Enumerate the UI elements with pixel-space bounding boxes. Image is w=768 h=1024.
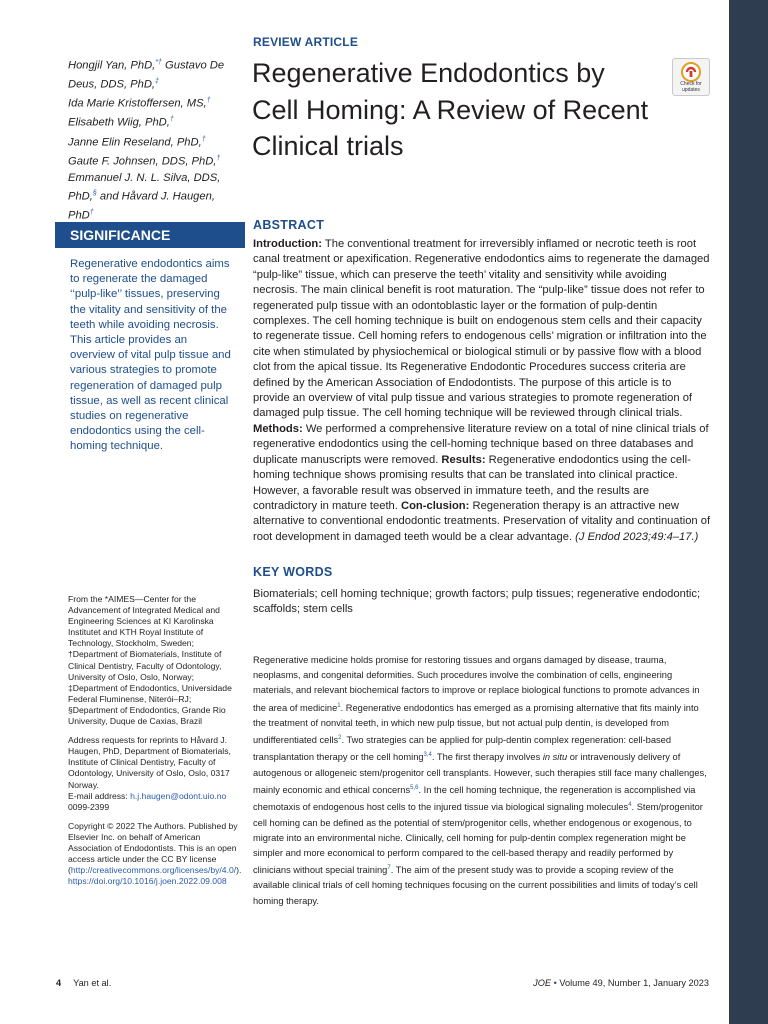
author-name: Gaute F. Johnsen, DDS, PhD, <box>68 155 217 168</box>
article-type-label: REVIEW ARTICLE <box>253 35 359 49</box>
abstract-text <box>253 237 711 545</box>
citation: (J Endod 2023;49:4–17.) <box>575 530 699 543</box>
email-link[interactable]: h.j.haugen@odont.uio.no <box>130 790 227 801</box>
body-paragraph <box>253 653 711 909</box>
keywords-heading: KEY WORDS <box>253 565 333 579</box>
methods-label: Methods: <box>253 422 303 435</box>
intro-text: The conventional treatment for irreversibly inflamed or necrotic teeth is root canal treatment or apexification. Regenerative endodontics aims to regenerate the damaged “pulp-like” tissue, which can preserve the teeth’ vitality and sensitivity while avoiding necrosis. The main clinical benefit is root maturation. The “pulp-like” tissue does not refer to regenerated pulp tissue with an odontoblastic layer or the formation of pulp-dentin complexes. The cell homing technique is built on endogenous stem cells and their capacity to regenerate tissue. Cell homing refers to endogenous cells’ migration or infiltration into the cite when stimulated by physiochemical or biological stimuli or by passive flow with a blood clot from the apical tissue. Its Regenerative Endodontic Procedures success criteria are defined by the American Association of Endodontists. The purpose of this article is to provide an overview of vital pulp tissue and various strategies to promote regeneration of damaged pulp tissue. The cell homing technique will be reviewed through clinical trials. <box>253 238 710 420</box>
body-text-segment: . The aim of the present study was to provide a scoping review of the available clinical trials of cell homing techniques focusing on the current possibilities and limits of today’s cell homing therapy. <box>253 865 698 906</box>
reference-link[interactable]: 5,6 <box>410 784 419 791</box>
results-label: Results: <box>441 453 486 466</box>
running-author: Yan et al. <box>73 978 112 988</box>
author-name: and Håvard J. Haugen, PhD <box>68 190 215 223</box>
significance-heading: SIGNIFICANCE <box>55 222 245 248</box>
body-text-segment: . In the cell homing technique, the regeneration is accomplished via chemotaxis of endogenous host cells to the injured tissue via biological signaling molecules <box>253 785 696 813</box>
check-for-updates-badge[interactable] <box>672 58 710 96</box>
affiliation-marker: ‡ <box>155 78 159 86</box>
email-label: E-mail address: <box>68 790 131 801</box>
body-italic: in situ <box>542 752 568 763</box>
footer-left <box>56 978 111 988</box>
author-list <box>68 55 238 225</box>
keywords-text: Biomaterials; cell homing technique; growth factors; pulp tissues; regenerative endodontic; scaffolds; stem cells <box>253 588 701 616</box>
author-name: Janne Elin Reseland, PhD, <box>68 136 202 149</box>
reference-link[interactable]: 3,4 <box>423 752 432 759</box>
significance-text: Regenerative endodontics aims to regenerate the damaged ‘‘pulp-like’’ tissues, preserving the vitality and sensitivity of the teeth while avoiding necrosis. This article provides an overview of vital pulp tissue and various strategies to promote regeneration of damaged pulp tissue, as well as recent clinical studies on regenerative endodontics using the cell-homing technique. <box>70 258 231 453</box>
body-text-segment: . Regenerative endodontics has emerged as a promising alternative that fits mainly into the treatment of nonvital teeth, in which new pulp tissue, but not actual pulp dentin, is developed from undifferentiated cells <box>253 702 699 746</box>
reference-link[interactable]: 1 <box>337 702 341 709</box>
affiliation-marker: † <box>89 209 94 217</box>
abstract-heading: ABSTRACT <box>253 218 325 232</box>
conclusion-label: Con-clusion: <box>401 499 470 512</box>
body-text-segment: or intravenously delivery of autogenous or allogeneic stem/progenitor cell transplants. However, such therapies still face many challenges, mainly economic and ethical concerns <box>253 752 707 795</box>
reference-link[interactable]: 2 <box>338 735 342 742</box>
footer-bullet: • <box>553 978 557 988</box>
author-name: Ida Marie Kristoffersen, MS, <box>68 98 207 111</box>
reference-link[interactable]: 7 <box>387 865 391 872</box>
check-for-updates-icon <box>681 62 701 82</box>
reference-link[interactable]: 4 <box>628 802 632 809</box>
page-number: 4 <box>56 978 62 988</box>
body-text-segment: Regenerative medicine holds promise for restoring tissues and organs damaged by disease, trauma, neoplasms, and congenital deformities. Such procedures involve the combination of cells, engineering materials, and relevant biochemical factors to improve or replace biological functions to promote advances in the area of medicine <box>253 655 700 713</box>
copyright-end: ). <box>236 865 242 876</box>
results-text: Regenerative endodontics using the cell-homing technique shows promising results that can be translated into clinical practice. However, a favorable result was observed in immature teeth, and the results are contradictory in mature teeth. <box>253 453 691 512</box>
author-name: Emmanuel J. N. L. Silva, DDS, PhD, <box>68 171 221 203</box>
affiliation-marker: *† <box>155 59 162 66</box>
affiliation-marker: † <box>201 135 206 143</box>
reprint-address <box>68 735 243 813</box>
article-title: Regenerative Endodontics by Cell Homing: A Review of Recent Clinical trials <box>252 58 649 161</box>
affiliation-marker: † <box>206 97 211 105</box>
side-color-strip <box>729 0 768 1024</box>
issn: 0099-2399 <box>68 801 110 812</box>
conclusion-text: Regeneration therapy is an attractive new alternative to conventional endodontic treatments. Preservation of vitality and continuation of root development in damaged teeth would be a clear advantage. <box>253 499 711 543</box>
copyright-text: Copyright © 2022 The Authors. Published by Elsevier Inc. on behalf of American Association of Endodontists. This is an open access article under the CC BY license ( <box>68 820 238 876</box>
affiliations-block <box>68 594 243 895</box>
methods-text: We performed a comprehensive literature review on a total of nine clinical trials of regenerative endodontics using the cell-homing technique based on three databases and duplicate manuscripts were removed. <box>253 422 709 466</box>
author-name: Gustavo De Deus, DDS, PhD, <box>68 59 225 91</box>
body-text-segment: . Two strategies can be applied for pulp-dentin complex regeneration: cell-based transplantation therapy or the cell homing <box>253 735 672 763</box>
journal-abbrev: JOE <box>533 978 551 988</box>
affiliation-text: From the *AIMES—Center for the Advancement of Integrated Medical and Engineering Sciences at KI Karolinska Institutet and KTH Royal Institute of Technology, Stockholm, Sweden; †Department of Biomaterials, Institute of Clinical Dentistry, Faculty of Odontology, University of Oslo, Oslo, Norway; ‡Department of Endodontics, Universidade Federal Fluminense, Niterói–RJ; §Department of Endodontics, Grande Rio University, Duque de Caxias, Brazil <box>68 594 232 727</box>
footer-right <box>533 978 709 988</box>
affiliation-marker: † <box>169 116 174 124</box>
author-name: Hongjil Yan, PhD, <box>68 59 156 72</box>
license-link[interactable]: http://creativecommons.org/licenses/by/4.0/ <box>70 865 237 876</box>
copyright-block <box>68 821 243 888</box>
badge-label: Check for updates <box>680 81 702 93</box>
affiliation-marker: § <box>92 190 97 198</box>
volume-info: Volume 49, Number 1, January 2023 <box>559 978 709 988</box>
doi-link[interactable]: https://doi.org/10.1016/j.joen.2022.09.008 <box>68 876 227 887</box>
affiliation-marker: † <box>216 154 221 162</box>
intro-label: Introduction: <box>253 238 322 250</box>
reprint-text: Address requests for reprints to Håvard J. Haugen, PhD, Department of Biomaterials, Institute of Clinical Dentistry, Faculty of Odontology, University of Oslo, Oslo, 0317 Norway. <box>68 735 231 790</box>
author-name: Elisabeth Wiig, PhD, <box>68 117 170 130</box>
body-text-segment: . Stem/progenitor cell homing can be defined as the potential of stem/progenitor cells, whether endogenous or exogenous, to migrate into an environmental niche. Clinically, cell homing for pulp-dentin complex regeneration might be simpler and more economical to perform compared to the cell-based therapy and readily performed by clinicians without special training <box>253 802 703 876</box>
body-text-segment: . The first therapy involves <box>431 752 543 763</box>
